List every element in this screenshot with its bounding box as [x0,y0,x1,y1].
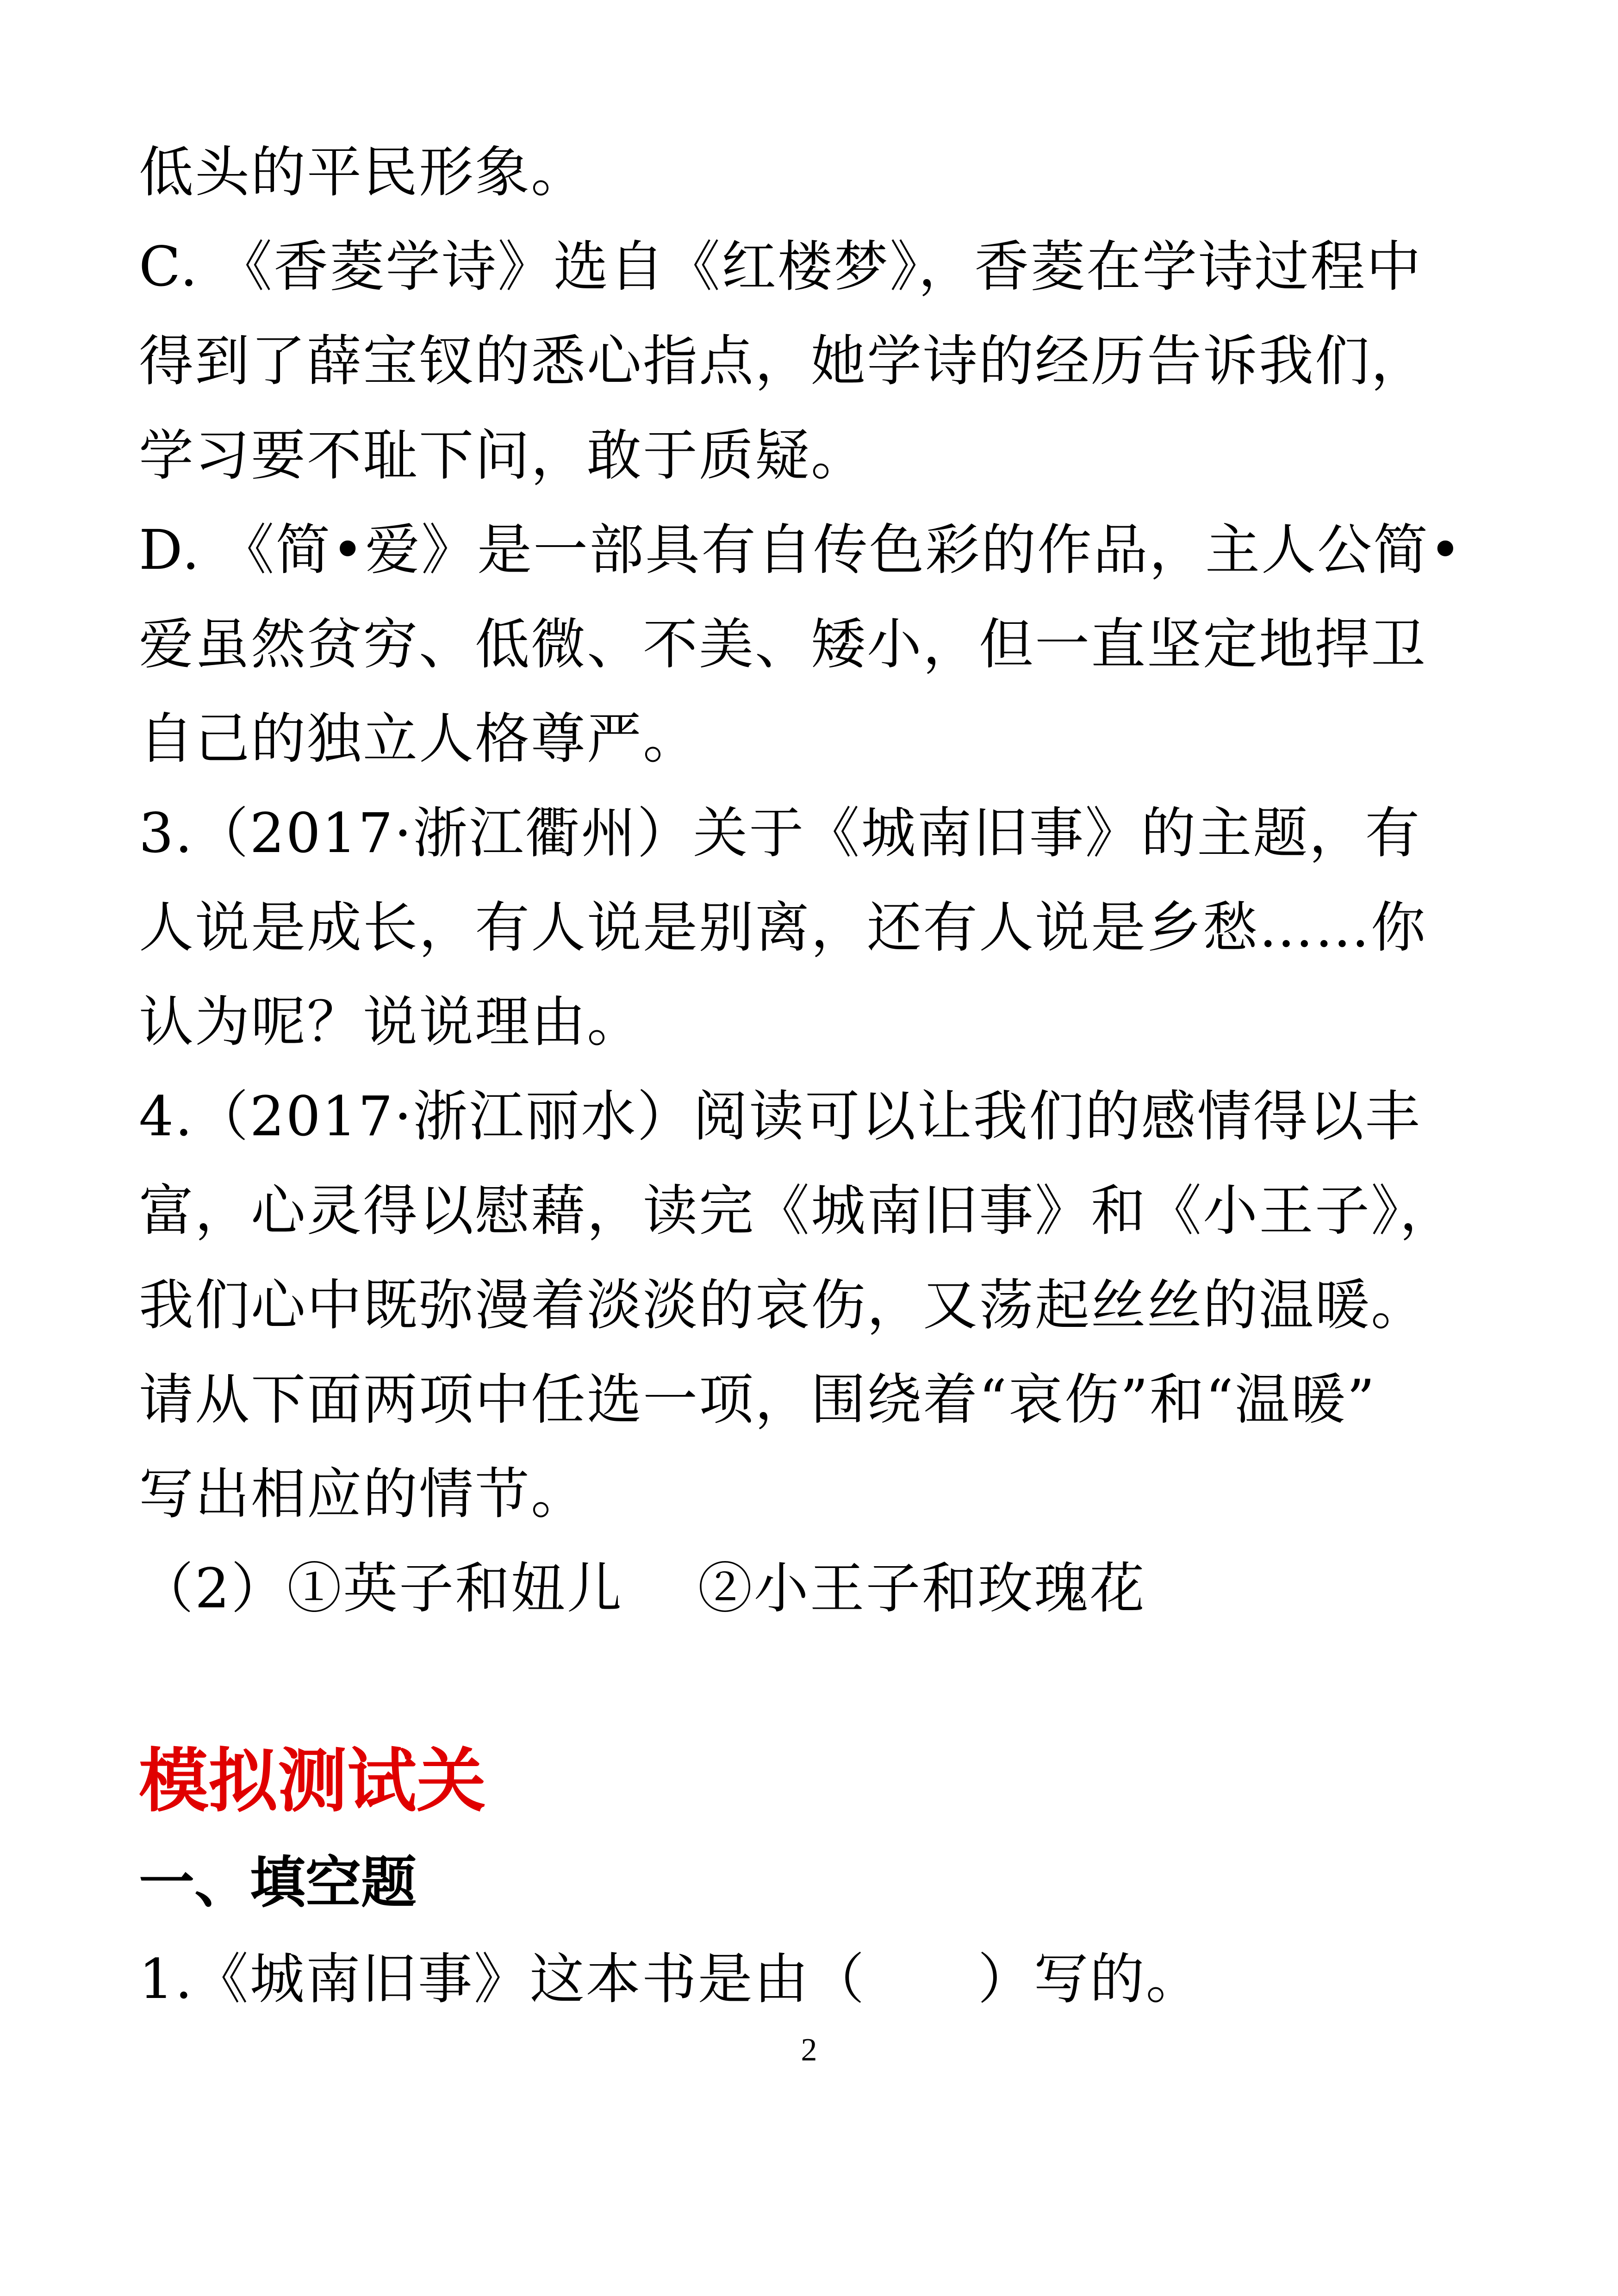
text-line: 低头的平民形象。 [139,140,587,204]
page-number: 2 [801,2032,817,2068]
section-title: 模拟测试关 [139,1741,486,1822]
text-line: 我们心中既弥漫着淡淡的哀伤，又荡起丝丝的温暖。 [139,1273,1427,1337]
text-line: 自己的独立人格尊严。 [139,707,699,771]
fill-in-blank-heading: 一、填空题 [139,1851,417,1915]
text-line: 认为呢？说说理由。 [139,990,643,1054]
text-line: 爱虽然贫穷、低微、不美、矮小，但一直坚定地捍卫 [139,612,1427,676]
question-3-line: 3.（2017·浙江衢州）关于《城南旧事》的主题，有 [139,801,1421,865]
question-4-line: 4.（2017·浙江丽水）阅读可以让我们的感情得以丰 [139,1084,1421,1148]
choice-options-line: （2）①英子和妞儿 ②小王子和玫瑰花 [139,1556,1146,1620]
text-line: 人说是成长，有人说是别离，还有人说是乡愁……你 [139,896,1427,959]
text-line: 富，心灵得以慰藉，读完《城南旧事》和《小王子》， [139,1179,1456,1243]
text-line: 学习要不耻下问，敢于质疑。 [139,423,867,487]
text-line: 请从下面两项中任选一项，围绕着“哀伤”和“温暖” [139,1368,1376,1431]
option-c-line: C. 《香菱学诗》选自《红楼梦》，香菱在学诗过程中 [139,235,1423,299]
text-line: 得到了薛宝钗的悉心指点，她学诗的经历告诉我们， [139,329,1427,393]
text-line: 写出相应的情节。 [139,1462,587,1526]
document-page [139,125,1495,2026]
option-d-line: D. 《简•爱》是一部具有自传色彩的作品，主人公简• [139,518,1463,582]
question-1-line: 1.《城南旧事》这本书是由（ ）写的。 [139,1947,1202,2011]
section-spacer [139,1636,1495,1728]
